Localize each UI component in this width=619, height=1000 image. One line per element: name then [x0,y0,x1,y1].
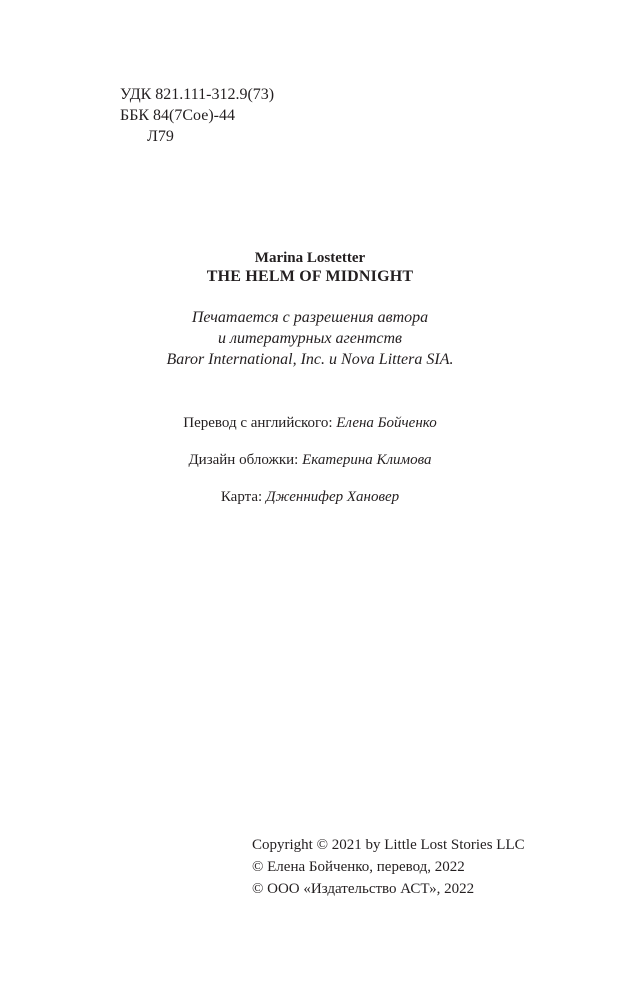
author-mark: Л79 [147,128,174,145]
map-author-name: Дженнифер Хановер [265,489,400,505]
copyright-line-3: © ООО «Издательство АСТ», 2022 [252,881,475,897]
map-label: Карта: [220,489,266,505]
translation-credit [120,413,500,433]
original-author: Marina Lostetter [254,250,366,266]
cover-design-credit [120,450,500,470]
copyright-line-1: Copyright © 2021 by Little Lost Stories LLC [252,837,525,853]
designer-name: Екатерина Климова [302,452,432,468]
permission-line-1: Печатается с разрешения автора [191,309,429,326]
copyright-block [252,834,525,900]
copyright-line-2: © Елена Бойченко, перевод, 2022 [252,859,465,875]
permission-line-2: и литературных агентств [218,330,402,347]
translator-name: Елена Бойченко [336,415,437,431]
classification-block [120,84,274,147]
permission-notice [120,307,500,370]
original-title: THE HELM OF MIDNIGHT [206,268,414,285]
translation-label: Перевод с английского: [183,415,337,431]
design-label: Дизайн обложки: [188,452,303,468]
permission-line-3: Baror International, Inc. и Nova Littera SIA. [166,351,454,368]
map-credit [120,487,500,507]
udk-code: УДК 821.111-312.9(73) [120,86,275,103]
bbk-code: ББК 84(7Сое)-44 [120,107,235,124]
